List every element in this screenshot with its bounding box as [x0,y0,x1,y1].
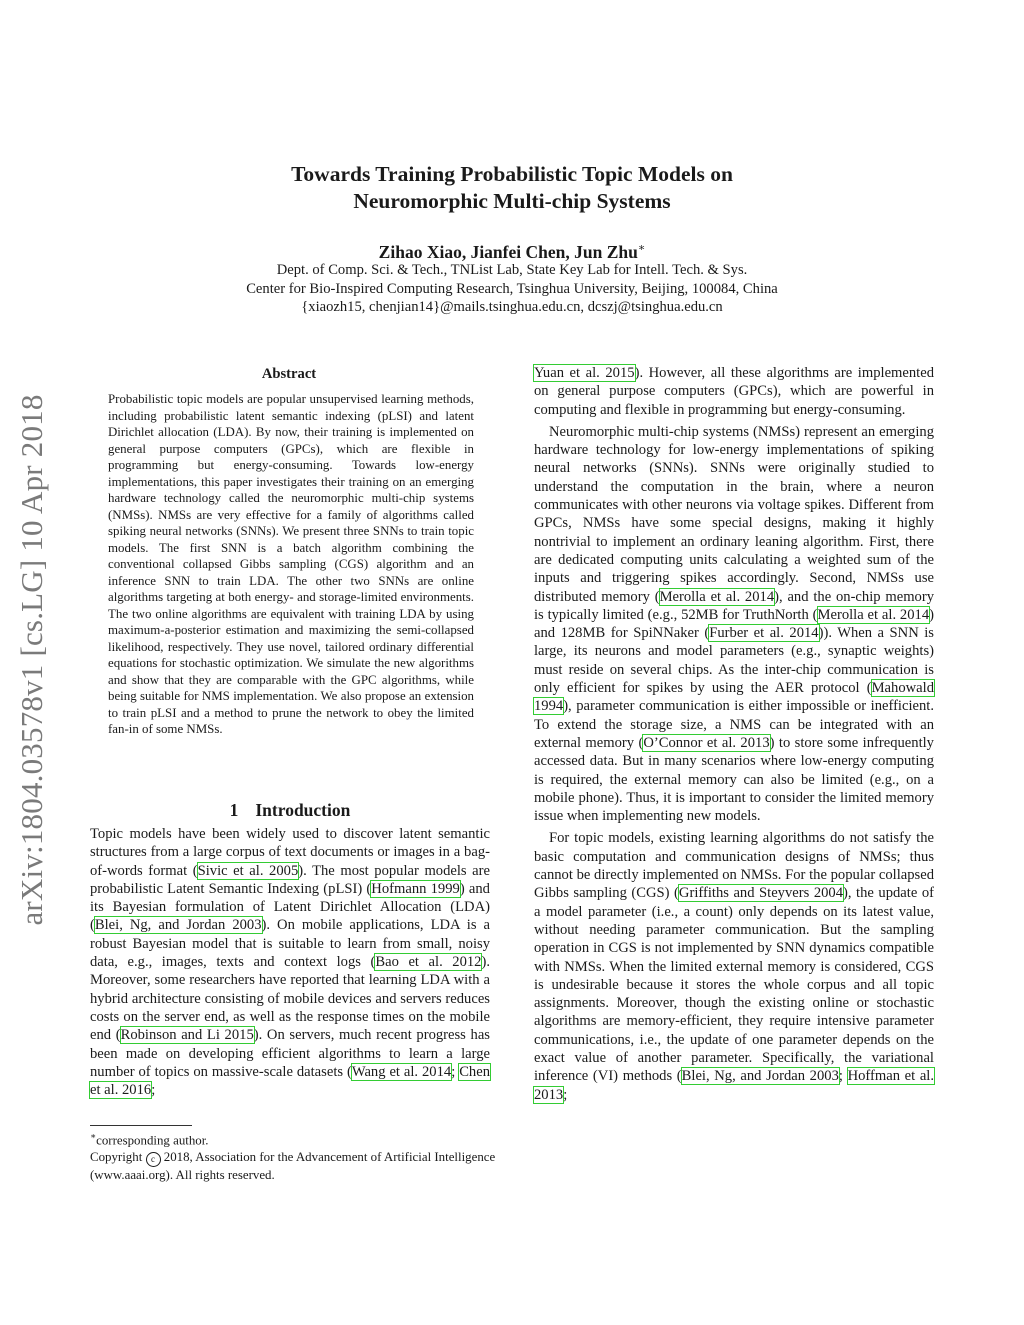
intro-paragraph-nms [534,423,934,826]
text-run: ) and its Bayesian formulation of Latent Dirichlet Allocation (LDA) ( [90,880,490,934]
footnote-text: corresponding author. [96,1133,209,1148]
authors-names: Zihao Xiao, Jianfei Chen, Jun Zhu [378,241,638,262]
text-run: Topic models have been widely used to discover latent semantic structures from a large corpus of text documents or images in a bag-of-words format ( [90,826,490,879]
citation-link[interactable]: Chen et al. 2016 [90,1063,490,1099]
abstract-heading: Abstract [261,366,317,382]
text-run: For topic models, existing learning algorithms do not satisfy the basic computation and communication designs of NMSs; thus cannot be directly implemented on NMSs. For the popular collapsed Gibbs sampling (CGS) ( [534,830,934,902]
citation-link[interactable]: Mahowald 1994 [534,680,934,715]
citation-link[interactable]: Merolla et al. 2014 [817,606,930,623]
footnote-corresponding [90,1128,500,1149]
citation-link[interactable]: Merolla et al. 2014 [659,588,775,605]
citation-link[interactable]: Griffiths and Steyvers 2004 [678,885,844,902]
text-run: ; [451,1063,460,1080]
citation-link[interactable]: Furber et al. 2014 [709,625,819,642]
text-run: Neuromorphic multi-chip systems (NMSs) represent an emerging hardware technology for low-energy implementations of spiking neural networks (SNNs). SNNs were originally studied to understand the computation in the brain, where a neuron communicates with other neurons via voltage spikes. Different from GPCs, NMSs have some special designs, making it highly nontrivial to implement an ordinary leaning algorithm. First, there are dedicated computing units calculating a weighted sum of the inputs and triggering spikes accordingly. Second, NMSs use distributed memory ( [534,423,934,605]
text-run: ). Moreover, some researchers have reported that learning LDA with a hybrid architecture consisting of mobile devices and servers reduces costs on the server end, as well as the response times on the mobile end ( [90,954,490,1044]
paper-title [0,161,1024,215]
text-run: ) to store some infrequently accessed data. But in many scenarios where low-energy computing is required, the external memory can also be limited (e.g., on a mobile phone). Thus, it is important to consider the limited memory issue when implementing new models. [534,734,934,825]
footnote-mark: ∗ [90,1131,97,1141]
citation-link[interactable]: Robinson and Li 2015 [120,1027,254,1044]
text-run: ). The most popular models are probabilistic Latent Semantic Indexing (pLSI) ( [90,862,490,897]
citation-link[interactable]: Yuan et al. 2015 [534,365,635,381]
intro-paragraph-1 [90,825,490,1099]
intro-right-column [534,364,934,1104]
citation-link[interactable]: Hofmann 1999 [371,880,460,897]
copyright-icon: c [146,1152,161,1167]
intro-left-column [90,825,490,1099]
citation-link[interactable]: Blei, Ng, and Jordan 2003 [94,917,262,934]
author-list [0,237,1024,263]
affiliation-line-1: Dept. of Comp. Sci. & Tech., TNList Lab, State Key Lab for Intell. Tech. & Sys. [276,262,748,278]
intro-paragraph-topic-models [534,829,934,1103]
text-run: ; [838,1068,848,1085]
copyright-notice [90,1149,500,1183]
intro-paragraph-continued [534,364,934,419]
text-run: )). When a SNN is large, its neurons and model parameters (e.g., synaptic weights) must reside on several chips. As the inter-chip communication is only efficient for spikes by using the AER protocol ( [534,625,934,697]
abstract-text: Probabilistic topic models are popular unsupervised learning methods, including probabilistic latent semantic indexing (pLSI) and latent Dirichlet allocation (LDA). By now, their training is implemented on general purpose computers (GPCs), which are flexible in programming but energy-consuming. Towards low-energy implementations, this paper investigates their training on an emerging hardware technology called the neuromorphic multi-chip systems (NMSs). NMSs are very effective for a family of algorithms called spiking neural networks (SNNs). We present three SNNs to train topic models. The first SNN is a batch algorithm combining the conventional collapsed Gibbs sampling (CGS) algorithm and an inference SNN to train LDA. The other two SNNs are online algorithms targeting at both energy- and storage-limited environments. The two online algorithms are equivalent with training LDA by using maximum-a-posterior estimation and maximizing the semi-collapsed likelihood, respectively. They use novel, tailored ordinary differential equations for stochastic optimization. We simulate the new algorithms and show that they are comparable with the GPC algorithms, while being suitable for NMS implementation. We also propose an extension to train pLSI and a method to prune the network to obey the limited fan-in of some NMSs. [108,392,474,736]
text-run: ), parameter communication is either impossible or inefficient. To extend the storage size, a NMS can be integrated with an external memory ( [534,698,934,751]
section-number: 1 [229,800,239,820]
affiliation [0,261,1024,317]
citation-link[interactable]: Sivic et al. 2005 [197,862,299,879]
section-title: Introduction [255,800,351,820]
citation-link[interactable]: Hoffman et al. 2013 [534,1068,935,1103]
arxiv-identifier: arXiv:1804.03578v1 [cs.LG] 10 Apr 2018 [14,394,49,926]
citation-link[interactable]: Bao et al. 2012 [375,954,482,971]
affiliation-emails: {xiaozh15, chenjian14}@mails.tsinghua.edu.cn, dcszj@tsinghua.edu.cn [301,299,723,315]
title-line-2: Neuromorphic Multi-chip Systems [353,189,671,213]
copyright-text: 2018, Association for the Advancement of Artificial Intelligence (www.aaai.org). All rights reserved. [90,1149,496,1182]
text-run: ) and 128MB for SpiNNaker ( [534,606,934,642]
footnote-rule [90,1125,192,1126]
text-run: ). On servers, much recent progress has been made on developing efficient algorithms to learn a large number of topics on massive-scale datasets ( [90,1027,490,1080]
author-footnote-mark: ∗ [637,242,646,254]
citation-link[interactable]: Blei, Ng, and Jordan 2003 [681,1068,839,1085]
affiliation-line-2: Center for Bio-Inspired Computing Research, Tsinghua University, Beijing, 100084, China [246,280,778,297]
footnote [90,1128,500,1183]
text-run: ; [563,1086,568,1103]
citation-link[interactable]: Wang et al. 2014 [351,1063,452,1080]
section-heading-introduction [90,799,490,821]
text-run: ; [151,1082,156,1099]
text-run: ), and the on-chip memory is typically limited (e.g., 52MB for TruthNorth ( [534,588,935,623]
copyright-label: Copyright [90,1149,143,1164]
text-run: ), the update of a model parameter (i.e., a count) only depends on its latest value, without needing parameter communication. But the sampling operation in CGS is not implemented by SNN dynamics compatible with NMSs. When the limited external memory is considered, CGS is undesirable because it stores the whole corpus and all topic assignments. Moreover, though the existing online or stochastic algorithms are memory-efficient, they require intensive parameter communications, i.e., the update of one parameter depends on the exact value of another parameter. Specifically, the variational inference (VI) methods ( [534,885,934,1085]
citation-link[interactable]: O’Connor et al. 2013 [643,734,770,751]
title-line-1: Towards Training Probabilistic Topic Models on [291,162,733,186]
text-run: ). However, all these algorithms are implemented on general purpose computers (GPCs), which are powerful in computing and flexible in programming but energy-consuming. [534,365,934,418]
text-run: ). On mobile applications, LDA is a robust Bayesian model that is suitable to learn from small, noisy data, e.g., images, texts and context logs ( [90,917,490,971]
